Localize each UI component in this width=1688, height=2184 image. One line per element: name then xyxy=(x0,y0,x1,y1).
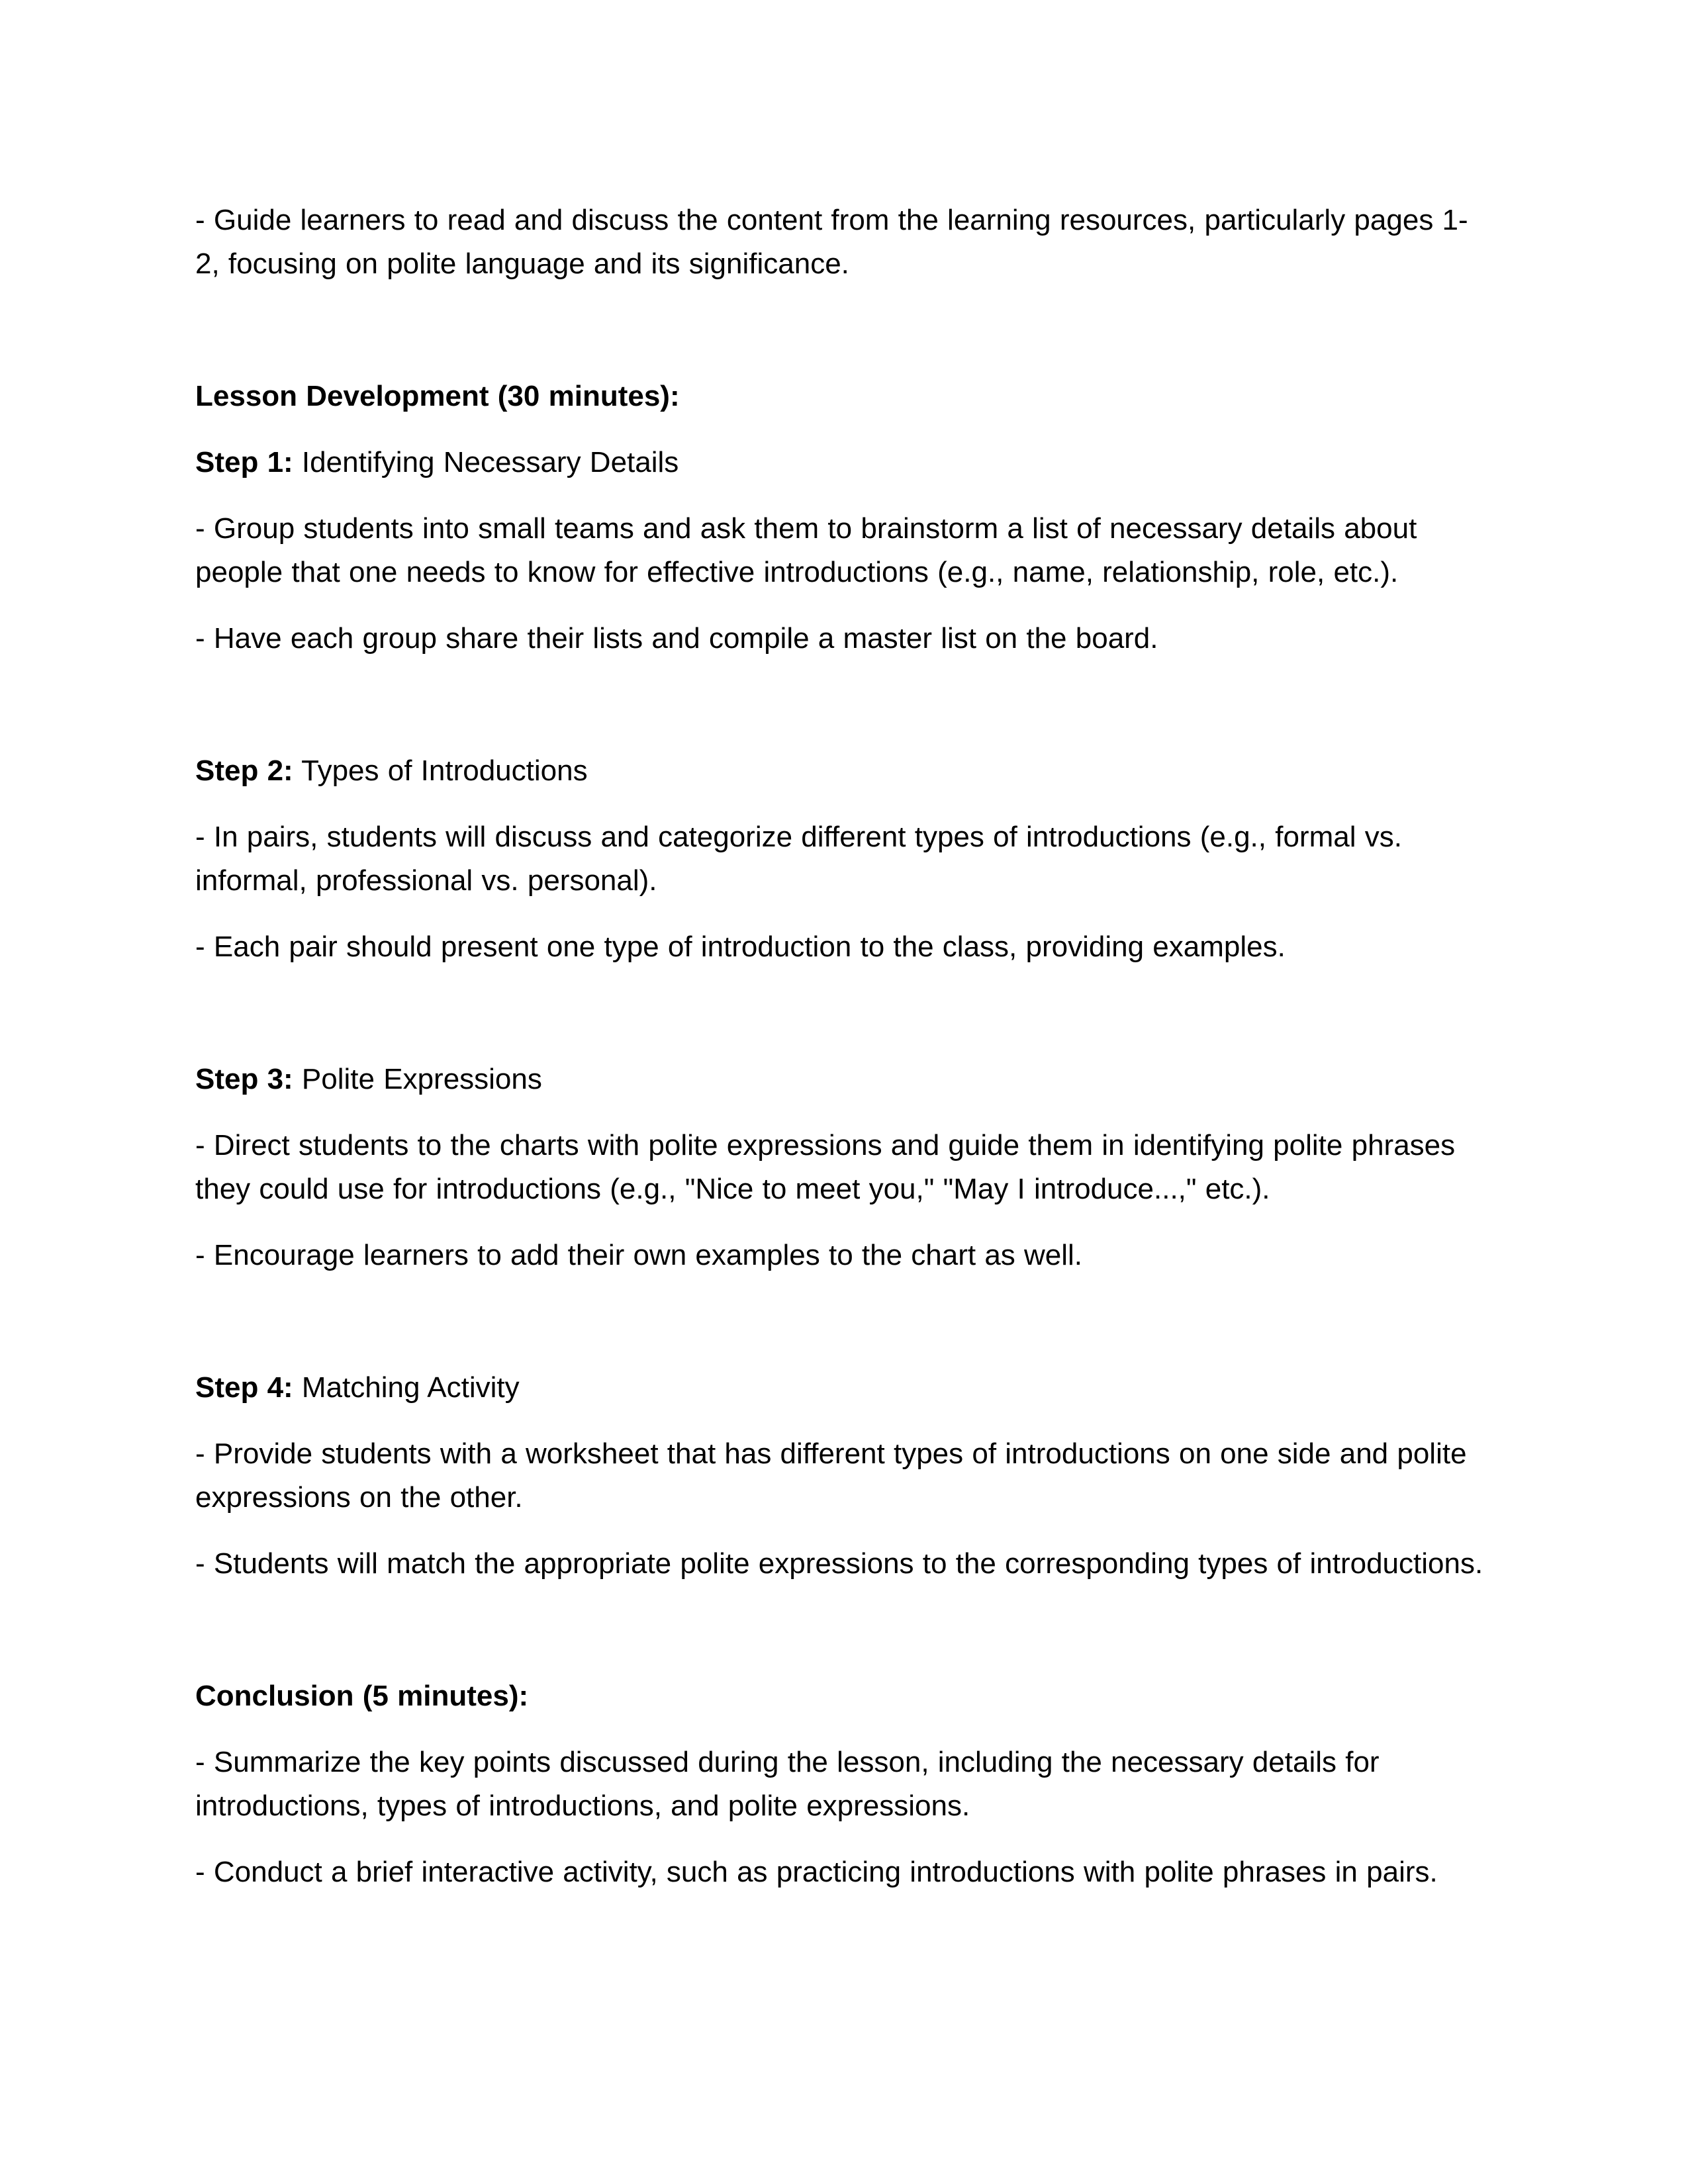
paragraph: - Students will match the appropriate polite expressions to the corresponding types of introductions. xyxy=(195,1547,1483,1580)
step-3-label: Step 3: xyxy=(195,1063,293,1095)
step-heading-1 xyxy=(195,441,1489,484)
paragraph: - Conduct a brief interactive activity, such as practicing introductions with polite phrases in pairs. xyxy=(195,1856,1438,1888)
paragraph: - Encourage learners to add their own examples to the chart as well. xyxy=(195,1239,1083,1271)
step-3-title: Polite Expressions xyxy=(293,1063,542,1095)
section-heading-conclusion: Conclusion (5 minutes): xyxy=(195,1680,529,1712)
step-heading-4 xyxy=(195,1366,1489,1410)
step-heading-3 xyxy=(195,1058,1489,1101)
paragraph: - Direct students to the charts with polite expressions and guide them in identifying polite phrases they could use for introductions (e.g., "Nice to meet you," "May I introduce...," etc.). xyxy=(195,1129,1456,1205)
paragraph: - Have each group share their lists and compile a master list on the board. xyxy=(195,622,1158,655)
step-2-title: Types of Introductions xyxy=(293,754,588,787)
paragraph: - In pairs, students will discuss and categorize different types of introductions (e.g., formal vs. informal, professional vs. personal). xyxy=(195,821,1402,897)
step-4-title: Matching Activity xyxy=(293,1371,520,1404)
step-heading-2 xyxy=(195,749,1489,793)
section-heading-lesson-development: Lesson Development (30 minutes): xyxy=(195,380,680,412)
step-4-label: Step 4: xyxy=(195,1371,293,1404)
intro-paragraph: - Guide learners to read and discuss the content from the learning resources, particularly pages 1-2, focusing on polite language and its significance. xyxy=(195,204,1468,280)
step-1-label: Step 1: xyxy=(195,446,293,478)
step-2-label: Step 2: xyxy=(195,754,293,787)
step-1-title: Identifying Necessary Details xyxy=(293,446,679,478)
paragraph: - Summarize the key points discussed during the lesson, including the necessary details for introductions, types of introductions, and polite expressions. xyxy=(195,1746,1380,1822)
paragraph: - Each pair should present one type of introduction to the class, providing examples. xyxy=(195,931,1286,963)
paragraph: - Group students into small teams and ask them to brainstorm a list of necessary details about people that one needs to know for effective introductions (e.g., name, relationship, role, etc.). xyxy=(195,512,1417,588)
paragraph: - Provide students with a worksheet that has different types of introductions on one side and polite expressions on the other. xyxy=(195,1437,1467,1514)
